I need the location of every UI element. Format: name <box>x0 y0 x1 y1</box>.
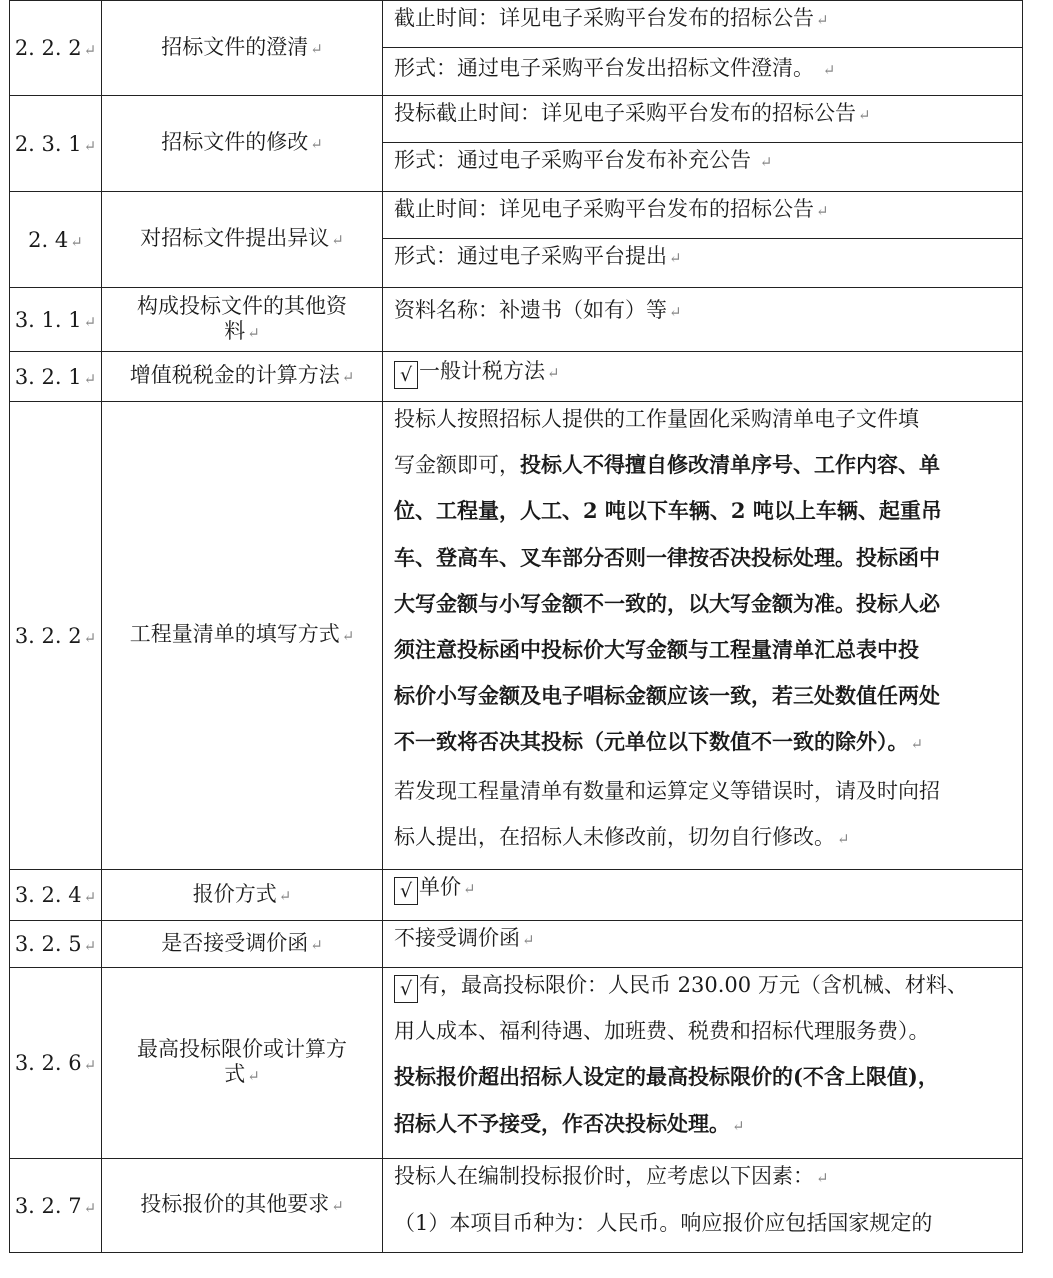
table-row <box>10 1159 1023 1253</box>
table-row <box>10 192 1023 288</box>
clause-content: √ 有，最高投标限价：人民币 230.00 万元（含机械、材料、 用人成本、福利待遇、加班费、税费和招标代理服务费）。 投标报价超出招标人设定的最高投标限价的(不含上限值)， 招标人不予接受，作否决投标处理。 ↵ <box>383 968 1023 1159</box>
table-row <box>10 968 1023 1159</box>
clause-number: 3. 2. 5 ↵ <box>10 921 102 968</box>
checkbox-checked: √ <box>394 877 418 905</box>
clause-content: 投标截止时间：详见电子采购平台发布的招标公告 ↵ 形式：通过电子采购平台发布补充公告 ↵ <box>383 96 1023 192</box>
checkbox-checked: √ <box>394 975 418 1003</box>
clause-content: 截止时间：详见电子采购平台发布的招标公告 ↵ 形式：通过电子采购平台提出 ↵ <box>383 192 1023 288</box>
clause-content: 截止时间：详见电子采购平台发布的招标公告 ↵ 形式：通过电子采购平台发出招标文件澄清。 ↵ <box>383 1 1023 96</box>
clause-name: 构成投标文件的其他资 料 ↵ <box>102 288 383 352</box>
clause-number: 3. 2. 1 ↵ <box>10 352 102 402</box>
clause-number: 3. 2. 6 ↵ <box>10 968 102 1159</box>
table-row <box>10 1 1023 96</box>
clause-name: 报价方式 ↵ <box>102 870 383 921</box>
clause-name: 投标报价的其他要求 ↵ <box>102 1159 383 1253</box>
clause-number: 2. 2. 2 ↵ <box>10 1 102 96</box>
clause-name: 招标文件的修改 ↵ <box>102 96 383 192</box>
clause-content: √ 单价 ↵ <box>383 870 1023 921</box>
table-row <box>10 402 1023 870</box>
clause-content: 投标人在编制投标报价时，应考虑以下因素： ↵ （1）本项目币种为：人民币。响应报价应包括国家规定的 <box>383 1159 1023 1253</box>
clause-name: 工程量清单的填写方式 ↵ <box>102 402 383 870</box>
clause-number: 3. 2. 2 ↵ <box>10 402 102 870</box>
clause-content: √ 一般计税方法 ↵ <box>383 352 1023 402</box>
table-row <box>10 96 1023 192</box>
clause-number: 3. 1. 1 ↵ <box>10 288 102 352</box>
clause-content: 资料名称：补遗书（如有）等 ↵ <box>383 288 1023 352</box>
clause-name: 最高投标限价或计算方 式 ↵ <box>102 968 383 1159</box>
clause-number: 3. 2. 7 ↵ <box>10 1159 102 1253</box>
checkbox-checked: √ <box>394 361 418 389</box>
table-row <box>10 870 1023 921</box>
clause-content: 投标人按照招标人提供的工作量固化采购清单电子文件填 写金额即可，投标人不得擅自修改清单序号、工作内容、单 位、工程量，人工、2 吨以下车辆、2 吨以上车辆、起重吊 车、登高车、叉车部分否则一律按否决投标处理。投标函中 大写金额与小写金额不一致的，以大写金额为准。投标人必 须注意投标函中投标价大写金额与工程量清单汇总表中投 标价小写金额及电子唱标金额应该一致，若三处数值任两处 不一致将否决其投标（元单位以下数值不一致的除外）。 ↵ 若发现工程量清单有数量和运算定义等错误时，请及时向招 标人提出，在招标人未修改前，切勿自行修改。 ↵ <box>383 402 1023 870</box>
clause-number: 2. 4 ↵ <box>10 192 102 288</box>
table-row <box>10 921 1023 968</box>
table-row <box>10 352 1023 402</box>
clause-content: 不接受调价函 ↵ <box>383 921 1023 968</box>
clause-number: 2. 3. 1 ↵ <box>10 96 102 192</box>
clause-name: 是否接受调价函 ↵ <box>102 921 383 968</box>
bid-data-table <box>9 0 1023 1253</box>
clause-number: 3. 2. 4 ↵ <box>10 870 102 921</box>
clause-name: 增值税税金的计算方法 ↵ <box>102 352 383 402</box>
clause-name: 对招标文件提出异议 ↵ <box>102 192 383 288</box>
table-row <box>10 288 1023 352</box>
clause-name: 招标文件的澄清 ↵ <box>102 1 383 96</box>
